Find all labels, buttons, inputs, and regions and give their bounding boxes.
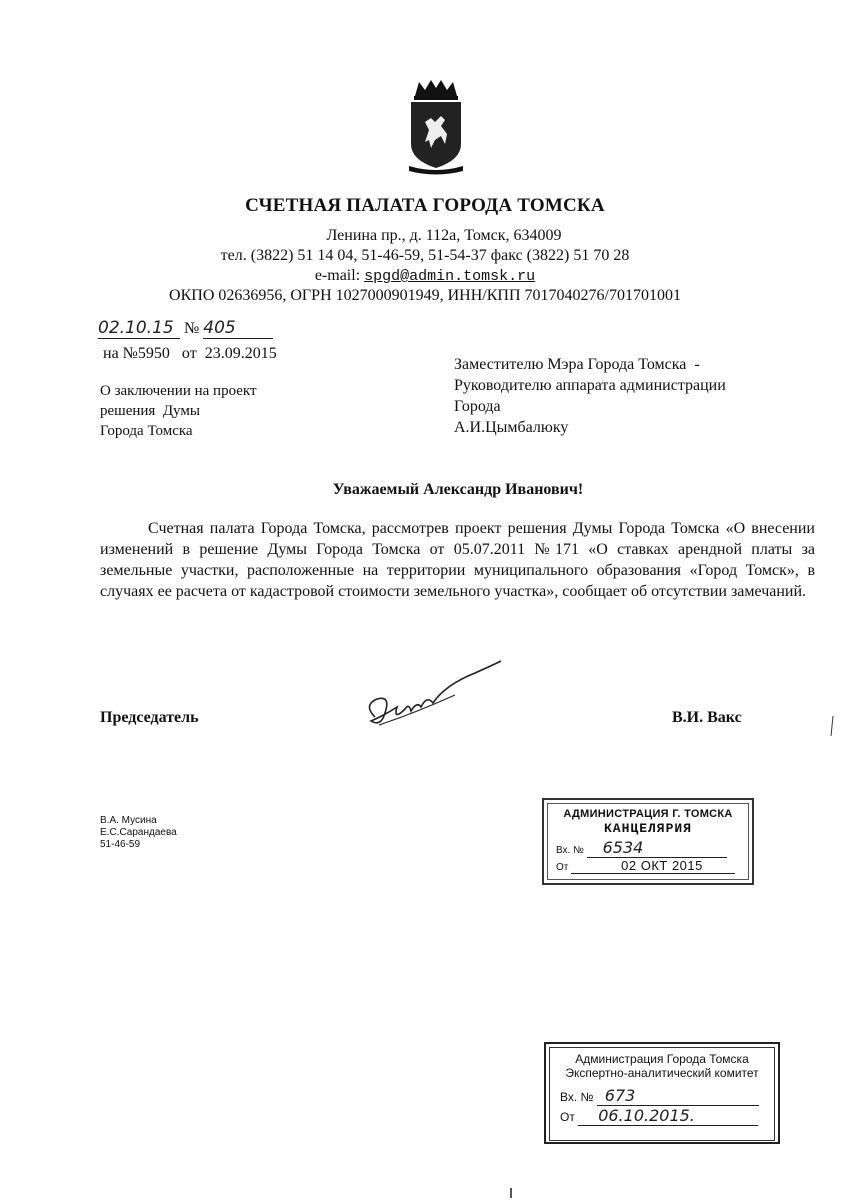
org-address: Ленина пр., д. 112а, Томск, 634009 (326, 227, 562, 244)
addressee-line: Руководителю аппарата администрации (454, 377, 726, 394)
stamp-from-date: 02 ОКТ 2015 (571, 858, 735, 874)
scan-mark (510, 1188, 512, 1198)
stamp-from-label: От (556, 862, 569, 873)
subject-line: Города Томска (100, 423, 193, 439)
executors-block (100, 815, 177, 851)
org-phones: тел. (3822) 51 14 04, 51-46-59, 51-54-37 факс (3822) 51 70 28 (220, 247, 630, 264)
stamp-chancellery (542, 798, 754, 885)
stamp-in-row (556, 838, 740, 858)
org-codes: ОКПО 02636956, ОГРН 1027000901949, ИНН/КПП 7017040276/701701001 (169, 287, 681, 304)
stamp-org: АДМИНИСТРАЦИЯ Г. ТОМСКА (563, 808, 733, 820)
subject-line: О заключении на проект (100, 383, 257, 399)
stamp-from-label: От (560, 1110, 575, 1124)
addressee-line: А.И.Цымбалюку (454, 419, 569, 436)
stamp-from-row (560, 1106, 764, 1126)
reply-reference: на №5950 от 23.09.2015 (103, 345, 277, 362)
stamp-org: Администрация Города Томска (575, 1052, 749, 1066)
outgoing-registration (98, 318, 273, 339)
outgoing-number-label: № (184, 320, 200, 337)
signature-name: В.И. Вакс (672, 709, 742, 726)
stamp-in-row (560, 1086, 764, 1106)
outgoing-number: 405 (203, 318, 273, 339)
org-email-line (0, 265, 850, 287)
margin-mark (829, 715, 835, 737)
email-link[interactable]: spgd@admin.tomsk.ru (364, 268, 536, 285)
executor-phone: 51-46-59 (100, 839, 141, 850)
stamp-in-label: Вх. № (556, 845, 584, 856)
subject-line: решения Думы (100, 403, 200, 419)
signature-position: Председатель (100, 709, 199, 726)
stamp-committee (544, 1042, 780, 1144)
stamp-in-number: 6534 (587, 838, 727, 858)
addressee-line: Заместителю Мэра Города Томска - (454, 356, 700, 373)
stamp-in-label: Вх. № (560, 1090, 594, 1104)
handwritten-signature (355, 655, 505, 740)
stamp-dept: КАНЦЕЛЯРИЯ (603, 821, 692, 836)
coat-of-arms-emblem (405, 78, 467, 178)
stamp-from-row (556, 858, 740, 874)
outgoing-date: 02.10.15 (98, 318, 180, 339)
addressee-line: Города (454, 398, 501, 415)
stamp-from-date: 06.10.2015. (578, 1106, 758, 1126)
letter-body: Счетная палата Города Томска, рассмотрев проект решения Думы Города Томска «О внесении изменений в решение Думы Города Томска от 05.07.2011 №171 «О ставках арендной платы за земельные участки, расположенные на территории муниципального образования «Город Томск», в случаях ее расчета от кадастровой стоимости земельного участка», сообщает об отсутствии замечаний. (100, 520, 815, 600)
addressee-block (454, 354, 726, 438)
executor-name: В.А. Мусина (100, 815, 157, 826)
stamp-in-number: 673 (597, 1086, 759, 1106)
stamp-dept: Экспертно-аналитический комитет (565, 1066, 759, 1080)
salutation: Уважаемый Александр Иванович! (332, 481, 584, 498)
email-label: e-mail: (314, 267, 361, 284)
org-title: СЧЕТНАЯ ПАЛАТА ГОРОДА ТОМСКА (245, 195, 605, 216)
subject-block (100, 381, 257, 441)
executor-name: Е.С.Сарандаева (100, 827, 177, 838)
